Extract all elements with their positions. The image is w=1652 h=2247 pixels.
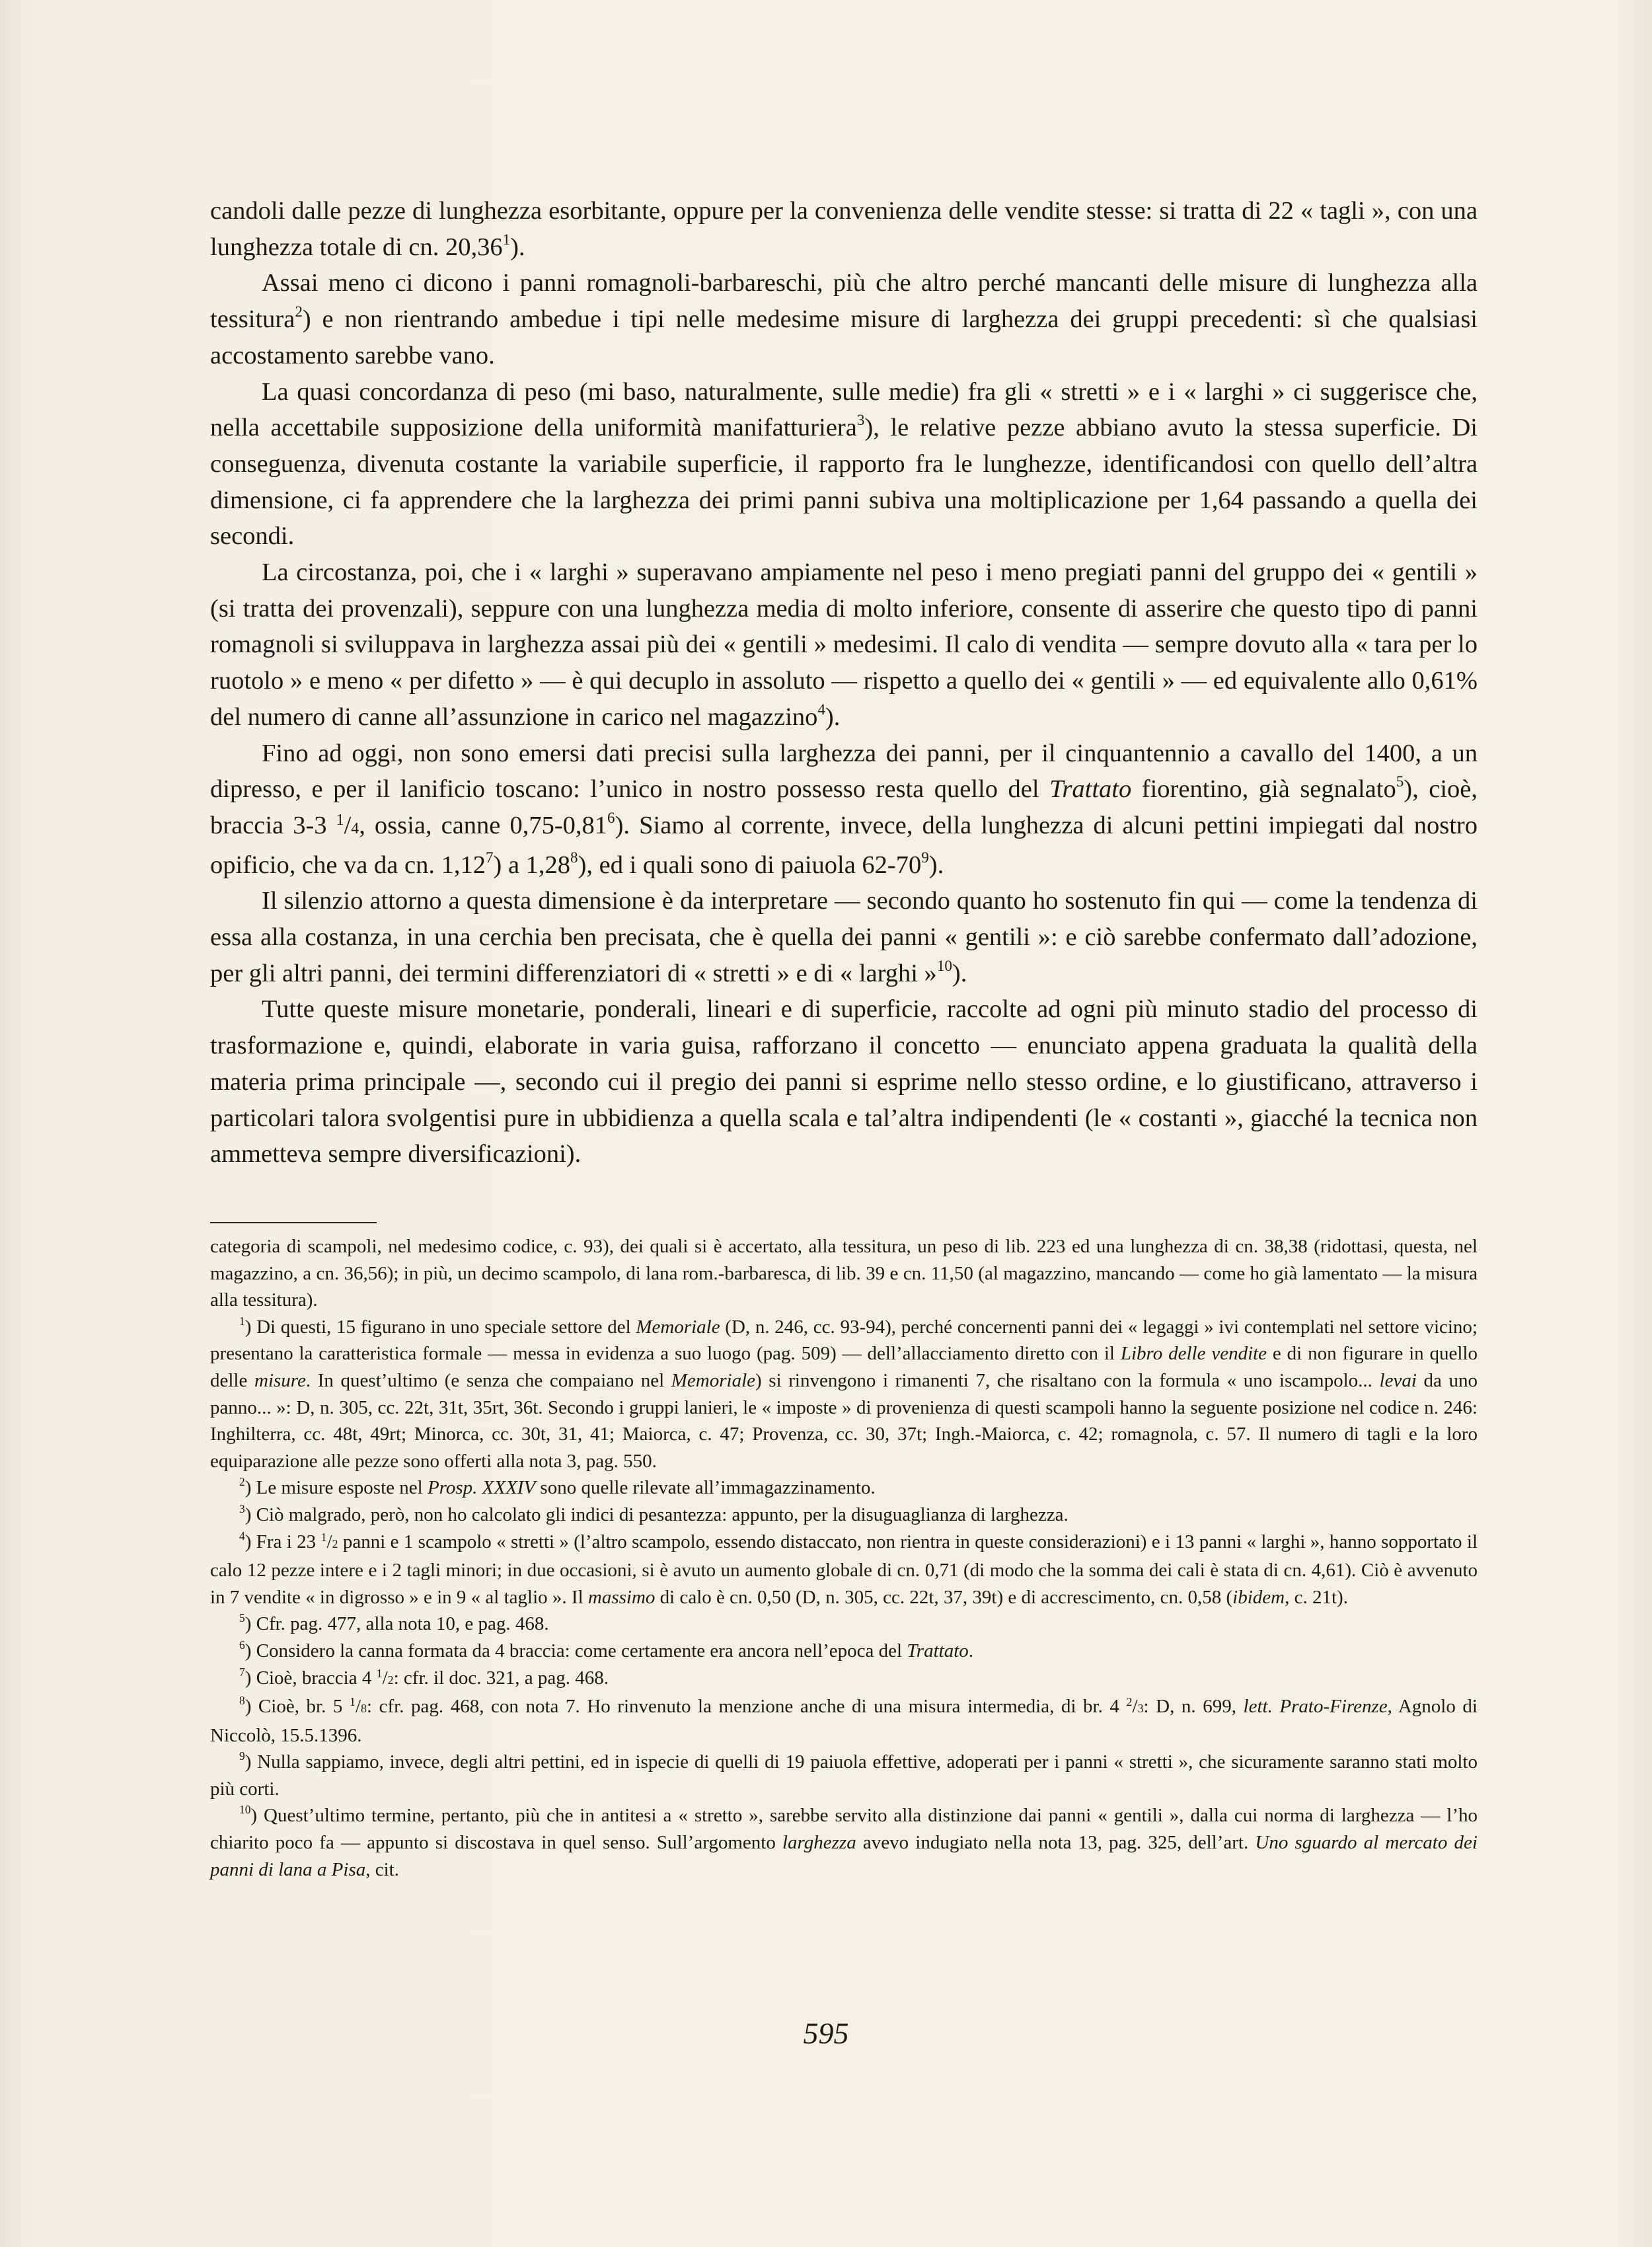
footnote-10: $^{10}$) Quest’ultimo termine, pertanto, più che in antitesi a « stretto », sarebbe servito alla distinzione dai panni « gentili », dalla cui norma di larghezza — l’ho chiarito poco fa — appunto si discostava in quel senso. Sull’argomento larghezza avevo indugiato nella nota 13, pag. 325, dell’art. Uno sguardo al mercato dei panni di lana a Pisa, cit. [210,1803,1478,1880]
body-paragraph-2: Assai meno ci dicono i panni romagnoli-barbareschi, più che altro perché mancanti delle misure di lunghezza alla tessitura$^2$) e non rientrando ambedue i tipi nelle medesime misure di larghezza dei gruppi precedenti: sì che qualsiasi accostamento sarebbe vano. [210,269,1478,369]
footnotes [210,1233,1478,1883]
footnote-continuation: categoria di scampoli, nel medesimo codice, c. 93), dei quali si è accertato, alla tessitura, un peso di lib. 223 ed una lunghezza di cn. 38,38 (ridottasi, questa, nel magazzino, a cn. 36,56); in più, un decimo scampolo, di lana rom.-barbaresca, di lib. 39 e cn. 11,50 (al magazzino, mancando — come ho già lamentato — la misura alla tessitura). [210,1236,1478,1311]
main-text [210,193,1478,1172]
footnote-4: $^4$) Fra i 23 $^1$/2 panni e 1 scampolo « stretti » (l’altro scampolo, essendo distaccato, non rientra in queste considerazioni) e i 13 panni « larghi », hanno sopportato il calo 12 pezze intere e i 2 tagli minori; in due occasioni, si è avuto un aumento globale di cn. 0,71 (di modo che la somma dei cali è stata di cn. 4,61). Ciò è avvenuto in 7 vendite « in digrosso » e in 9 « al taglio ». Il massimo di calo è cn. 0,50 (D, n. 305, cc. 22t, 37, 39t) e di accrescimento, cn. 0,58 (ibidem, c. 21t). [210,1529,1478,1608]
footnote-separator [210,1222,377,1223]
footnote-ref-4[interactable]: 4 [817,700,825,718]
fraction-denominator: 4 [351,819,359,837]
body-paragraph-3: La quasi concordanza di peso (mi baso, naturalmente, sulle medie) fra gli « stretti » e i « larghi » ci suggerisce che, nella accettabile supposizione della uniformità manifatturiera$^3$), le relative pezze abbiano avuto la stessa superficie. Di conseguenza, divenuta costante la variabile superficie, il rapporto fra le lunghezze, identificandosi con quello dell’altra dimensione, ci fa apprendere che la larghezza dei primi panni subiva una moltiplicazione per 1,64 passando a quella dei secondi. [210,377,1478,551]
italic-term: Trattato [1049,775,1132,804]
footnote-ref-2[interactable]: 2 [295,302,303,320]
footnote-5: $^5$) Cfr. pag. 477, alla nota 10, e pag. 468. [239,1611,549,1635]
footnote-ref-9[interactable]: 9 [921,848,929,866]
footnote-6: $^6$) Considero la canna formata da 4 braccia: come certamente era ancora nell’epoca del Trattato. [239,1638,974,1661]
footnote-ref-6[interactable]: 6 [607,808,615,826]
body-paragraph-5: Fino ad oggi, non sono emersi dati precisi sulla larghezza dei panni, per il cinquantennio a cavallo del 1400, a un dipresso, e per il lanificio toscano: l’unico in nostro possesso resta quello del Trattato fiorentino, già segnalato$^5$), cioè, braccia 3-3 $^1$/4, ossia, canne 0,75-0,81$^6$). Siamo al corrente, invece, della lunghezza di alcuni pettini impiegati dal nostro opificio, che va da cn. 1,12$^7$) a 1,28$^8$), ed i quali sono di paiuola $62-70^9$). [210,739,1478,879]
fraction-numerator: 1 [336,811,344,829]
footnote-ref-3[interactable]: 3 [856,411,865,429]
footnote-9: $^9$) Nulla sappiamo, invece, degli altri pettini, ed in ispecie di quelli di 19 paiuola effettive, adoperati per i panni « stretti », che sicuramente saranno stati molto più corti. [210,1749,1478,1800]
page-number: 595 [803,2016,849,2050]
footnote-ref-7[interactable]: 7 [485,848,494,866]
body-paragraph-4: La circostanza, poi, che i « larghi » superavano ampiamente nel peso i meno pregiati panni del gruppo dei « gentili » (si tratta dei provenzali), seppure con una lunghezza media di molto inferiore, consente di asserire che questo tipo di panni romagnoli si sviluppava in larghezza assai più dei « gentili » medesimi. Il calo di vendita — sempre dovuto alla « tara per lo ruotolo » e meno « per difetto » — è qui decuplo in assoluto — rispetto a quello dei « gentili » — ed equivalente allo 0,61% del numero di canne all’assunzione in carico nel magazzino$^4$). [210,558,1478,731]
footnote-8: $^8$) Cioè, br. 5 $^1$/8: cfr. pag. 468, con nota 7. Ho rinvenuto la menzione anche di una misura intermedia, di br. 4 $^2$/3: D, n. 699, lett. Prato-Firenze, Agnolo di Niccolò, 15.5.1396. [210,1693,1478,1746]
footnote-7: $^7$) Cioè, braccia 4 $^1$/2: cfr. il doc. 321, a pag. 468. [239,1665,609,1689]
body-paragraph-1: candoli dalle pezze di lunghezza esorbitante, oppure per la convenienza delle vendite stesse: si tratta di 22 « tagli », con una lunghezza totale di cn. 20,36$^1$). [210,197,1478,261]
footnote-ref-8[interactable]: 8 [570,848,578,866]
footnote-2: $^2$) Le misure esposte nel Prosp. XXXIV sono quelle rilevate all’immagazzinamento. [239,1475,876,1499]
footnote-ref-5[interactable]: 5 [1396,773,1404,790]
footnote-ref-1[interactable]: 1 [502,230,511,248]
body-paragraph-7: Tutte queste misure monetarie, ponderali, lineari e di superficie, raccolte ad ogni più minuto stadio del processo di trasformazione e, quindi, elaborate in varia guisa, rafforzano il concetto — enunciato appena graduata la qualità della materia prima principale —, secondo cui il pregio dei panni si esprime nello stesso ordine, e lo giustificano, attraverso i particolari talora svolgentisi pure in ubbidienza a quella scala e tal’altra indipendenti (le « costanti », giacché la tecnica non ammetteva sempre diversificazioni). [210,995,1478,1168]
body-paragraph-6: Il silenzio attorno a questa dimensione è da interpretare — secondo quanto ho sostenuto fin qui — come la tendenza di essa alla costanza, in una cerchia ben precisata, che è quella dei panni « gentili »: e ciò sarebbe confermato dall’adozione, per gli altri panni, dei termini differenziatori di « stretti » e di « larghi »$^{10}$). [210,887,1478,987]
footnote-3: $^3$) Ciò malgrado, però, non ho calcolato gli indici di pesantezza: appunto, per la disuguaglianza di larghezza. [239,1502,1069,1525]
footnote-1: $^1$) Di questi, 15 figurano in uno speciale settore del Memoriale (D, n. 246, cc. 93-94), perché concernenti panni dei « legaggi » ivi contemplati nel settore vicino; presentano la caratteristica formale — messa in evidenza a suo luogo (pag. 509) — dell’allacciamento diretto con il Libro delle vendite e di non figurare in quello delle misure. In quest’ultimo (e senza che compaiano nel Memoriale) si rinvengono i rimanenti 7, che risaltano con la formula « uno iscampolo... levai da uno panno... »: D, n. 305, cc. 22t, 31t, 35rt, 36t. Secondo i gruppi lanieri, le « imposte » di provenienza di questi scampoli hanno la seguente posizione nel codice n. 246: Inghilterra, cc. 48t, 49rt; Minorca, cc. 30t, 31, 41; Maiorca, c. 47; Provenza, cc. 30, 37t; Ingh.-Maiorca, c. 42; romagnola, c. 57. Il numero di tagli e la loro equiparazione alle pezze sono offerti alla nota 3, pag. 550. [210,1314,1478,1472]
fraction-slash: / [344,811,352,839]
footnote-ref-10[interactable]: 10 [936,956,952,974]
